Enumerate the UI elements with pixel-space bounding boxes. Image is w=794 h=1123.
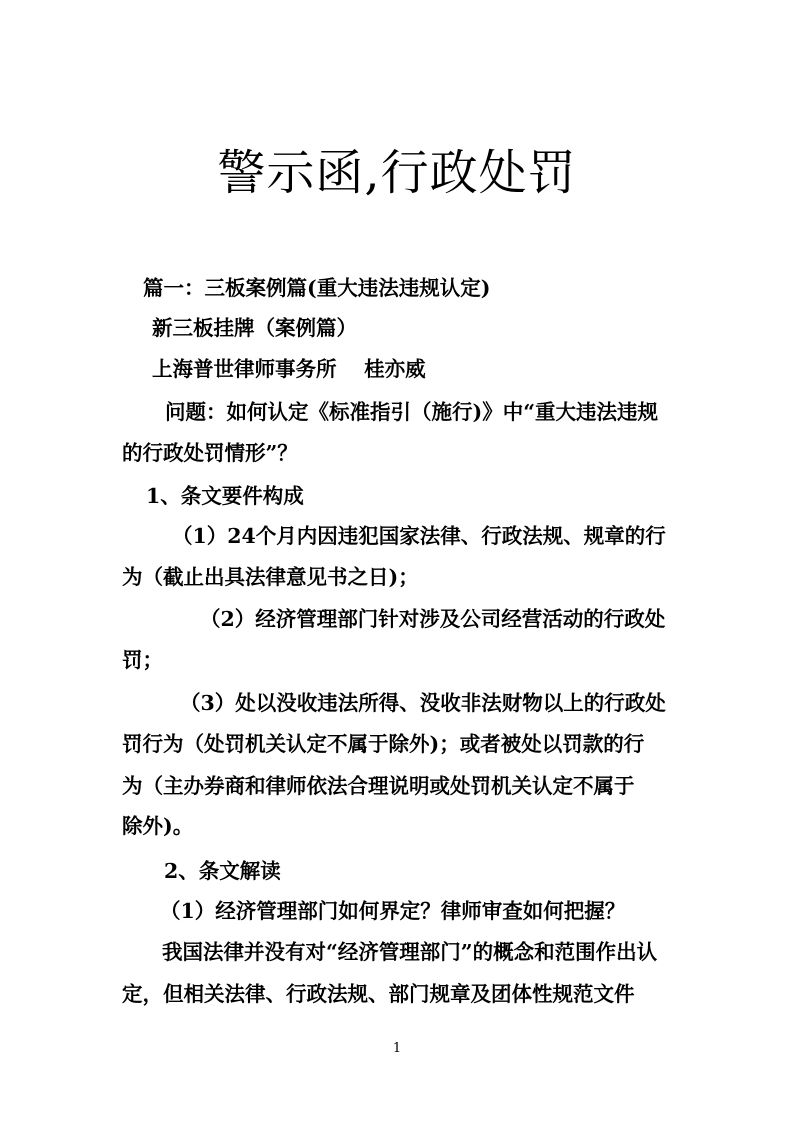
text-line: 我国法律并没有对“经济管理部门”的概念和范围作出认 xyxy=(162,940,658,964)
text-line: 为（主办券商和律师依法合理说明或处罚机关认定不属于 xyxy=(122,774,635,798)
text-line: 定，但相关法律、行政法规、部门规章及团体性规范文件 xyxy=(122,982,635,1006)
text-line: 的行政处罚情形”？ xyxy=(122,441,298,465)
text-line: 为（截止出具法律意见书之日)； xyxy=(122,565,419,589)
text-line: 除外)。 xyxy=(122,814,194,838)
text-line: （3）处以没收违法所得、没收非法财物以上的行政处 xyxy=(180,691,666,715)
text-line: 上海普世律师事务所 桂亦威 xyxy=(152,357,426,381)
text-line: 新三板挂牌（案例篇） xyxy=(152,316,357,340)
text-line: （1）24个月内因违犯国家法律、行政法规、规章的行 xyxy=(172,524,666,548)
text-line: 罚； xyxy=(122,648,163,672)
page-number: 1 xyxy=(392,1041,402,1056)
document-title: 警示函,行政处罚 xyxy=(217,145,577,201)
text-line: 篇一：三板案例篇(重大违法违规认定) xyxy=(143,276,491,300)
text-line: 罚行为（处罚机关认定不属于除外)；或者被处以罚款的行 xyxy=(122,732,645,756)
text-line: （1）经济管理部门如何界定？律师审查如何把握？ xyxy=(160,899,626,923)
section-heading: 1、条文要件构成 xyxy=(146,484,304,508)
text-line: （2）经济管理部门针对涉及公司经营活动的行政处 xyxy=(200,607,666,631)
text-line: 问题：如何认定《标准指引（施行)》中“重大违法违规 xyxy=(165,400,658,424)
section-heading: 2、条文解读 xyxy=(164,859,281,883)
